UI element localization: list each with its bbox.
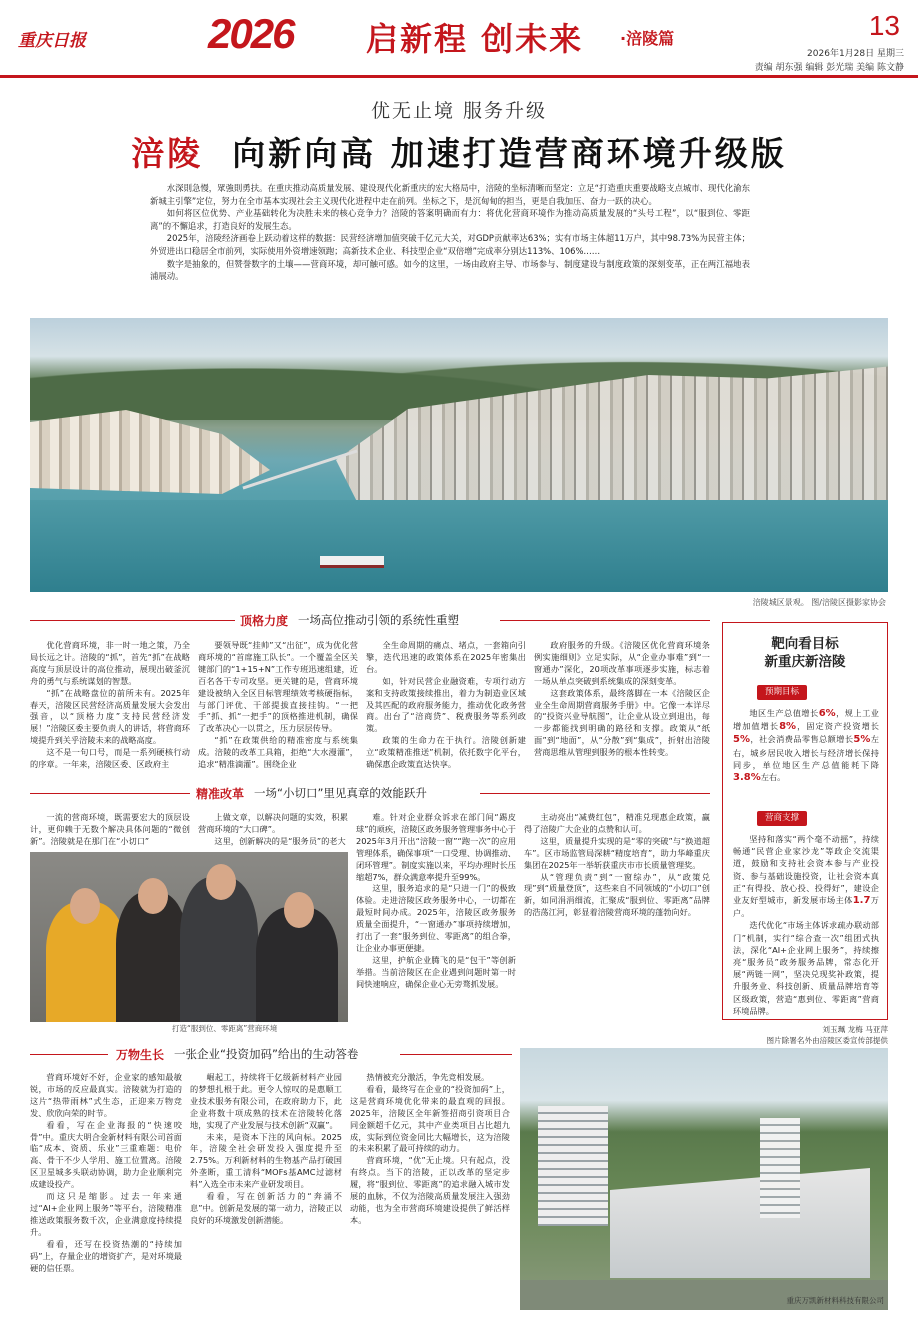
byline-photo-credit: 图片除署名外由涪陵区委宣传部提供 <box>766 1036 888 1045</box>
photo-building <box>760 1118 800 1218</box>
goal-value: 8% <box>779 721 797 733</box>
section-rule <box>30 793 190 794</box>
support-text: 坚持和落实“两个毫不动摇”，持续畅通“民营企业家沙龙”等政企交流渠道，鼓励和支持社会资本参与产业投资、参与基础设施投资，让社会资本真正“有得投、放心投、投得好”，建设企业友好型城市，新发展市场主体 <box>733 834 879 906</box>
section1-column-2 <box>198 640 358 770</box>
body-paragraph: 上做文章，以解决问题的实效，积累营商环境的“大口碑”。 <box>198 812 348 834</box>
section2-column-2 <box>198 812 348 848</box>
goal-value: 5% <box>853 734 871 746</box>
section3-column-2 <box>190 1072 342 1312</box>
section-rule <box>400 1054 512 1055</box>
section2-column-3 <box>356 812 516 1040</box>
body-paragraph: 这套政策体系，最终落脚在一本《涪陵区企业全生命周期营商服务手册》中。它像一本详尽的“投资兴业导航图”，让企业从设立到退出，每一步都能找到明确的路径和支撑。政策从“纸面”到“地面”，从“分散”到“集成”，折射出涪陵营商思维从管理到服务的根本性转变。 <box>534 687 710 758</box>
banner-slogan: 启新程 创未来 <box>366 20 584 58</box>
section2-column-1 <box>30 812 190 848</box>
newspaper-logo: 重庆日报 <box>18 31 86 51</box>
goal-text: 地区生产总值增长 <box>749 708 819 718</box>
city-landscape-photo <box>30 318 888 592</box>
photo-head <box>206 864 236 900</box>
support-paragraph: 迭代优化“市场主体诉求疏办联动部门”机制，实行“综合查一次”组团式执法，深化“AI+企业网上服务”，持续擦亮“服务员”政务服务品牌，常态化开展“两链一网”，坚决兑现奖补政策，提升服务业、科技创新、质量品牌培育等区级政策，营造“惠到位、零距离”营商环境品牌。 <box>733 920 879 1016</box>
goal-value: 3.8% <box>733 772 761 784</box>
body-paragraph: 看看，写在企业海报的“快速咬骨”中。重庆大明合金新材料有限公司首面临“成本、资质、乐业”三重难题：电价高、骨干不少人学用、施工位置离。涪陵区卫星城多头联动协调，助力企业顺利完成建设投产。 <box>30 1119 182 1190</box>
byline-authors: 刘玉珮 龙梅 马亚萍 <box>822 1025 888 1034</box>
lead-paragraph: 数字是抽象的，但赞誉数字的土壤——营商环境，却可触可感。如今的这里，一场由政府主导、市场参与、制度建设与制度政策的深刻变革，正在两江福地表浦展动。 <box>150 258 750 282</box>
section-rule <box>30 620 235 621</box>
sidebar-badge-goals: 预期目标 <box>757 685 807 700</box>
section-rule <box>30 1054 108 1055</box>
goal-text: ，社会消费品零售总额增长 <box>749 734 854 745</box>
section-tag: 顶格力度 <box>240 613 289 628</box>
photo-building <box>610 1168 870 1278</box>
body-paragraph: 这里，创新解决的是“服务员”的老大 <box>214 835 346 846</box>
headline-place: 涪陵 <box>131 134 204 173</box>
lead-paragraph: 2025年，涪陵经济画卷上跃动着这样的数据：民营经济增加值突破千亿元大关，对GDP贡献率达63%；实有市场主体超11万户，其中98.73%为民营主体；外贸进出口稳居全市前列，实际使用外资增速领跑；高新技术企业、科技型企业“双倍增”完成率分别达113%、106%…… <box>150 233 750 256</box>
sidebar-byline <box>722 1024 888 1046</box>
section1-column-3 <box>366 640 526 770</box>
business-people-photo <box>30 852 348 1022</box>
body-paragraph: 热情被充分激活，争先竞相发展。 <box>366 1072 490 1082</box>
body-paragraph: 难。针对企业群众诉求在部门间“踢皮球”的顽疾，涪陵区政务服务管理事务中心于2025年3月开出“涪陵一窗”“跑一次”的应用管理体系，确保事项“一口受理、协调推动、闭环管理”。制度实施以来，平均办理时长压缩超7%，群众满意率提升至99%。 <box>356 812 516 882</box>
hero-photo-caption: 涪陵城区景观。 图/涪陵区摄影家协会 <box>752 598 886 607</box>
sidebar-title-line: 新重庆新涪陵 <box>764 654 846 670</box>
issue-date: 2026年1月28日 星期三 <box>807 49 904 59</box>
body-paragraph: 主动亮出“减费红包”，精准兑现惠企政策，赢得了涪陵广大企业的点赞和认可。 <box>524 812 710 834</box>
goal-text: ，固定资产投资增长 <box>796 721 879 732</box>
body-paragraph: 一流的营商环境，既需要宏大的顶层设计，更仰赖于无数个解决具体问题的“微创新”。涪陵就是在那门在“小切口” <box>30 812 190 846</box>
section1-column-4 <box>534 640 710 768</box>
goal-value: 5% <box>733 734 750 746</box>
body-paragraph: “抓”在战略盘位的前所未有。2025年春天，涪陵区民营经济高质量发展大会发出强音，以“顶格力度”支持民营经济发展！”涪陵区委主要负责人的讲话，将营商环境提升到关乎涪陵未来的战略高度。 <box>30 687 190 746</box>
factory-aerial-photo <box>520 1048 888 1310</box>
goals-sidebar <box>722 622 888 1020</box>
section-subtitle: 一张企业“投资加码”给出的生动答卷 <box>174 1047 359 1061</box>
section3-column-3 <box>350 1072 510 1312</box>
body-paragraph: 看看，还写在投资热潮的“持续加码”上，存量企业的增资扩产，是对环境最硬的信任票。 <box>30 1238 182 1273</box>
body-paragraph: 未来，是资本下注的风向标。2025年，涪陵全社会研发投入强度提升至2.75%。万利新材料的生物基产品打破国外垄断，重工清科“MOFs基AMC过滤材料”入选全市未来产业研发项目。 <box>190 1131 342 1190</box>
body-paragraph: 如，针对民营企业融资难，专项行动方案和支持政策接续推出，着力为制造业区域及其匹配的政府服务能力，推动优化政务营商。出台了“涪商贷”、税费服务等系列政策。 <box>366 675 526 734</box>
section-header-2 <box>196 784 427 802</box>
photo-boat <box>320 556 384 568</box>
body-paragraph: 崛起工，持续将干亿级新材料产业园的梦想扎根于此。更令人惊叹的是惠顺工业技术服务有限公司，在政府助力下，此企业将数十项成熟的技术在涪陵转化落地，实现了产业发展与技术创新“双赢”。 <box>190 1072 342 1130</box>
sidebar-support-text <box>733 833 879 1016</box>
body-paragraph: 政府服务的升级。《涪陵区优化营商环境条例实施细则》立足实际，从“企业办事难”到“一窗通办”深化，20项改革事项逐步实施，标志着一场从单点突破到系统集成的深刻变革。 <box>534 640 710 686</box>
article-kicker: 优无止境 服务升级 <box>370 100 548 122</box>
section1-column-1 <box>30 640 190 770</box>
photo-head <box>70 888 100 924</box>
section2-column-4 <box>524 812 710 1040</box>
lead-paragraph: 水深則急慢，眾強則勇扶。在重庆推动高质量发展、建设现代化新重庆的宏大格局中，涪陵的坐标清晰而坚定：立足“打造重庆重要战略支点城市、现代化渝东新城主引擎”定位，努力在全市基本实现社会主义现代化进程中走在前列。坐标之下，是沉甸甸的担当，更是自我加压、奋力一跃的决心。 <box>150 183 750 206</box>
section-header-3 <box>116 1045 358 1063</box>
section-subtitle: 一场“小切口”里见真章的效能跃升 <box>254 786 427 800</box>
support-value: 1.7 <box>852 895 871 907</box>
body-paragraph: 从“管理负责”到“一窗综办”，从“政策兑现”到“质量登顶”，这些来自不同领域的“小切口”创新，如同涓涓细流，汇聚成“服到位、零距离”品牌的浩荡江河，彰显着涪陵营商环境的蓬勃向好。 <box>524 871 710 918</box>
masthead <box>0 0 918 78</box>
body-paragraph: 优化营商环境，非一时一地之策，乃全局长远之计。涪陵的“抓”，首先“抓”在战略高度与顶层设计的高位推动，展现出破釜沉舟的勇气与系统谋划的智慧。 <box>30 640 190 686</box>
sidebar-badge-support: 营商支撑 <box>757 811 807 826</box>
sidebar-goals-text <box>733 707 879 784</box>
lead-paragraph: 如何将区位优势、产业基础转化为决胜未来的核心竞争力？涪陵的答案明确而有力：将优化营商环境作为推动高质量发展的“头号工程”，以“服到位、零距离”的不懈追求，打造良好的发展生态。 <box>150 208 750 231</box>
body-paragraph: 看看，写在创新活力的“奔涌不息”中。创新是发展的第一动力，涪陵正以良好的环境激发创新潜能。 <box>190 1191 342 1225</box>
body-paragraph: 政策的生命力在于执行。涪陵创新建立“政策精准推送”机制，依托数字化平台，确保惠企政策直达快享。 <box>366 735 526 770</box>
goal-value: 6% <box>818 708 836 719</box>
factory-photo-caption: 重庆万凯新材料科技有限公司 <box>786 1296 884 1305</box>
sidebar-title <box>723 635 887 671</box>
section-tag: 万物生长 <box>116 1047 165 1062</box>
banner-slogan-sub: ·涪陵篇 <box>620 29 675 48</box>
body-paragraph: 全生命周期的痛点、堵点，一套箱向引擎，迭代迅速的政策体系在2025年密集出台。 <box>366 640 526 674</box>
photo-building <box>538 1106 608 1226</box>
sidebar-title-line: 靶向看目标 <box>771 636 839 652</box>
goal-text: 左右。 <box>760 772 786 783</box>
section-tag: 精准改革 <box>196 786 245 801</box>
goal-text: ，规上工业增加值增长 <box>733 708 879 732</box>
goals-paragraph <box>733 707 879 784</box>
article-headline <box>0 128 918 175</box>
body-paragraph: 而这只是缩影。过去一年来通过“AI+企业网上服务”等平台，涪陵精准推送政策服务数千次，企业满意度持续提升。 <box>30 1191 182 1237</box>
section3-column-1 <box>30 1072 182 1312</box>
body-paragraph: 这里，护航企业腾飞的是“包干”等创新举措。当前涪陵区在企业遇到问题时第一时间快速响应，确保企业心无旁骛抓发展。 <box>356 954 516 989</box>
photo-head <box>138 878 168 914</box>
body-paragraph: 这里，服务追求的是“只进一门”的极致体验。走进涪陵区政务服务中心，一切都在最短时间办成。2025年，涪陵区政务服务质量全面提升，“一窗通办”事项持续增加，打出了一套“服务到位、零距离”的组合拳，让企业办事更便捷。 <box>356 883 516 953</box>
article-lead <box>150 182 750 283</box>
headline-text: 向新向高 加速打造营商环境升级版 <box>232 134 787 173</box>
body-paragraph: 要领导既“挂帅”又“出征”，成为优化营商环境的“首席施工队长”。一个覆盖全区关键部门的“1+15+N”工作专班迅速组建，近百名各干专司攻坚。更关键的是，营商环境建设被纳入全区目标管理绩效考核硬指标，与部门评优、干部提拔直接挂钩。“一把手”抓、抓“一把手”的顶格推进机制，确保了改革决心一以贯之，压力层层传导。 <box>198 640 358 734</box>
body-paragraph: 看看，最终写在企业的“投资加码”上，这是营商环境优化带来的最直观的回报。2025年，涪陵区全年新签招商引资项目合同金额超千亿元，其中产业类项目占比超九成，实际到位资金同比大幅增长，这为涪陵的未来积累了最可持续的动力。 <box>350 1083 510 1154</box>
banner-year: 2026 <box>208 10 294 57</box>
goal-text: 左右，城乡居民收入增长与经济增长保持同步，单位地区生产总值能耗下降 <box>733 734 879 770</box>
support-text: 万户。 <box>733 895 879 919</box>
section-rule <box>500 620 710 621</box>
photo-river <box>30 500 888 592</box>
body-paragraph: 营商环境，“优”无止境。只有起点，没有终点。当下的涪陵，正以改革的坚定步履，将“服到位、零距离”的追求融入城市发展的血脉，不仅为涪陵高质量发展注入强劲动能，也为全市营商环境建设提供了鲜活样本。 <box>350 1155 510 1225</box>
section-rule <box>480 793 710 794</box>
editors-credit: 责编 胡东强 编辑 彭光瑞 美编 陈文静 <box>754 63 904 73</box>
body-paragraph: 这不是一句口号，而是一系列硬核行动的序章。一年来，涪陵区委、区政府主 <box>30 747 190 770</box>
people-photo-caption: 打造“服到位、零距离”营商环境 <box>172 1024 278 1033</box>
body-paragraph: 营商环境好不好，企业家的感知最敏锐，市场的反应最真实。涪陵就为打造的这片“热带雨林”式生态，正迎来万物竞发、欣欣向荣的时节。 <box>30 1072 182 1118</box>
support-paragraph <box>733 833 879 919</box>
body-paragraph: “抓”在政策供给的精准密度与系统集成。涪陵的改革工具箱，拒绝“大水漫灌”，追求“精准滴灌”。围绕企业 <box>198 735 358 770</box>
section-subtitle: 一场高位推动引领的系统性重塑 <box>298 613 460 627</box>
section-header-1 <box>240 611 459 629</box>
page-number: 13 <box>868 10 900 41</box>
photo-head <box>284 892 314 928</box>
body-paragraph: 这里，质量提升实现的是“零的突破”与“换道超车”。区市场监管局深耕“精度培育”，助力华峰重庆集团在2025年一举斩获重庆市市长质量管理奖。 <box>524 835 710 870</box>
